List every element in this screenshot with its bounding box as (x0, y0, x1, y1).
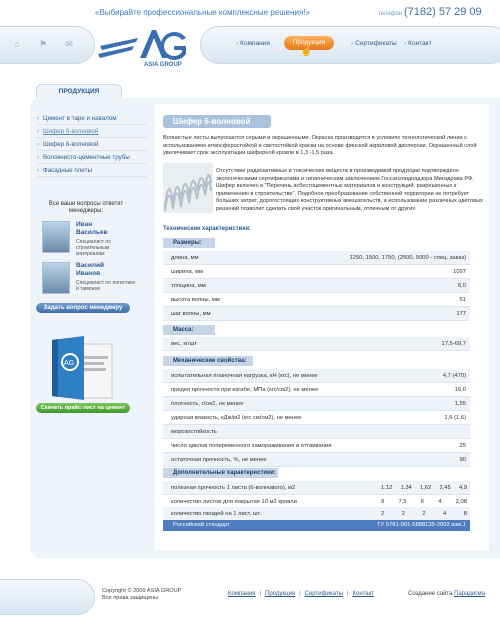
manager-name[interactable]: Иван Васильев (76, 221, 108, 236)
table-row: количество листов для покрытия 10 м2 кровли 9 7,5 6 4 2,08 (163, 495, 470, 509)
table-row: ширина, мм 1097 (163, 265, 470, 279)
intro-text: Отсутствие радиоактивных и токсических веществ в производимой продукции подтверждено экологическими сертификатами и гигиеническим заключением Госсанэпиднадзора Минздрава РФ. Шифер включен в "Перечень асбестоцементных материалов и конструкций, разрешенных к применению в строительстве". Подобное преобразование собственной территории не потребует больших затрат, дорогостоящих конструктивных вмешательств, а использование различных цветовых решений позволит сделать свой участок оригинальным, отличным от других. (216, 168, 483, 212)
price-catalog-image[interactable] (48, 336, 118, 404)
footer-nav: Компания | Продукция | Сертификаты | Контакт (228, 591, 375, 597)
nav-item-company[interactable]: › Компания (236, 40, 270, 47)
slate-image (163, 163, 213, 213)
page-title: Шифер 6-волновой (163, 115, 271, 128)
table-row: полезная прочность 1 листа (6-волнового), м2 1,12 1,34 1,62 2,45 4,9 (163, 481, 470, 495)
table-row: число циклов попеременного замораживания и оттаивания 25 (163, 439, 470, 453)
download-price-button[interactable]: Скачать прайс-лист на цемент (36, 403, 130, 413)
section-heading: Дополнительные характеристики: (163, 468, 278, 478)
section-heading: Размеры: (163, 238, 215, 248)
table-row: шаг волны, мм 177 (163, 307, 470, 321)
developer-credit: Создание сайта Парадигма (408, 591, 485, 597)
standard-row: Российский стандарт ТУ 5781-001-5888135-2002 изм.1 (163, 520, 470, 531)
sidebar-item-slate-6[interactable]: › Шифер 6-волновой (37, 125, 147, 138)
manager-photo (42, 221, 70, 253)
sidebar-item-slate-8[interactable]: › Шифер 8-волновой (37, 138, 147, 151)
table-row: остаточная прочность, %, не менее 90 (163, 453, 470, 467)
managers-question: Все ваши вопросы ответят менеджеры: (48, 201, 124, 214)
manager-role: Специалист по строительным материалам (76, 239, 111, 257)
section-heading: Механические свойства: (163, 356, 253, 366)
footer-pill (0, 579, 95, 615)
footer-link-certificates[interactable]: Сертификаты (304, 591, 343, 597)
table-row: предел прочности при изгибе, МПа (кгс/см2), не менее 16,0 (163, 383, 470, 397)
header-slogan: «Выбирайте профессиональные комплексные решения!» (95, 8, 310, 17)
footer-link-products[interactable]: Продукция (265, 591, 296, 597)
nav-item-certificates[interactable]: › Сертификаты (351, 40, 397, 47)
table-row: количество гвоздей на 1 лист, шт. 2 2 2 4 8 (163, 507, 470, 521)
phone-label: телефон (378, 11, 403, 17)
nav-item-contact[interactable]: › Контакт (404, 40, 432, 47)
table-row: ударная вязкость, кДж/м2 (кгс см/см2), не менее 1,6 (1,6) (163, 411, 470, 425)
home-icon[interactable]: ⌂ (14, 39, 20, 49)
nav-item-products[interactable]: Продукция (284, 36, 334, 50)
table-row: длина, мм 1250, 1500, 1750, (2500, 5000 - спец. заказ) (163, 251, 470, 265)
copyright: Copyright © 2009 ASIA GROUP Все права защищены (102, 588, 182, 601)
manager-photo (42, 262, 70, 294)
table-row: высота волны, мм 51 (163, 293, 470, 307)
table-row: вес, кг/шт 17,5-69,7 (163, 337, 470, 351)
asia-group-logo[interactable] (98, 24, 190, 68)
table-row: толщина, мм 6,0 (163, 279, 470, 293)
sidebar-item-facade[interactable]: › Фасадные плиты (37, 164, 147, 177)
table-row: испытательная планочная нагрузка, кН (кгс), не менее 4,7 (470) (163, 369, 470, 383)
manager-role: Специалист по логистике и таможне (76, 280, 136, 292)
sidebar-menu (37, 112, 147, 177)
tech-specs-heading: Технические характеристики: (163, 226, 252, 232)
manager-name[interactable]: Василий Иванов (76, 262, 105, 277)
sidebar-item-cement[interactable]: › Цемент в таре и навалом (37, 112, 147, 125)
map-icon[interactable]: ⚑ (38, 39, 48, 49)
hand-cursor-icon: ☝ (300, 46, 313, 57)
footer-link-contact[interactable]: Контакт (352, 591, 375, 597)
table-row: плотность, г/см2, не менее 1,55 (163, 397, 470, 411)
footer-link-company[interactable]: Компания (228, 591, 256, 597)
intro-text: Волнистые листы выпускаются серыми и окрашенными. Окраска производится в условиях технологической линии с использованием атмосферостойкой и светостойкой краски на основе финской акриловой дисперсии. Окрашенный слой увеличивает срок эксплуатации шиферной кровли в 1,3 -1,5 раза. (163, 135, 477, 157)
developer-link[interactable]: Парадигма (454, 591, 485, 597)
mail-icon[interactable]: ✉ (65, 39, 73, 49)
products-tab: ПРОДУКЦИЯ (36, 84, 122, 98)
svg-text:AG: AG (64, 360, 75, 367)
ask-manager-button[interactable]: Задать вопрос менеджеру (36, 303, 130, 313)
logo-text: ASIA GROUP (144, 62, 182, 68)
phone-number: (7182) 57 29 09 (404, 6, 482, 18)
sidebar-item-pipes[interactable]: › Волокнисто-цементные трубы (37, 151, 147, 164)
section-heading: Масса: (163, 325, 215, 335)
table-row: морозостойкость (163, 425, 470, 439)
